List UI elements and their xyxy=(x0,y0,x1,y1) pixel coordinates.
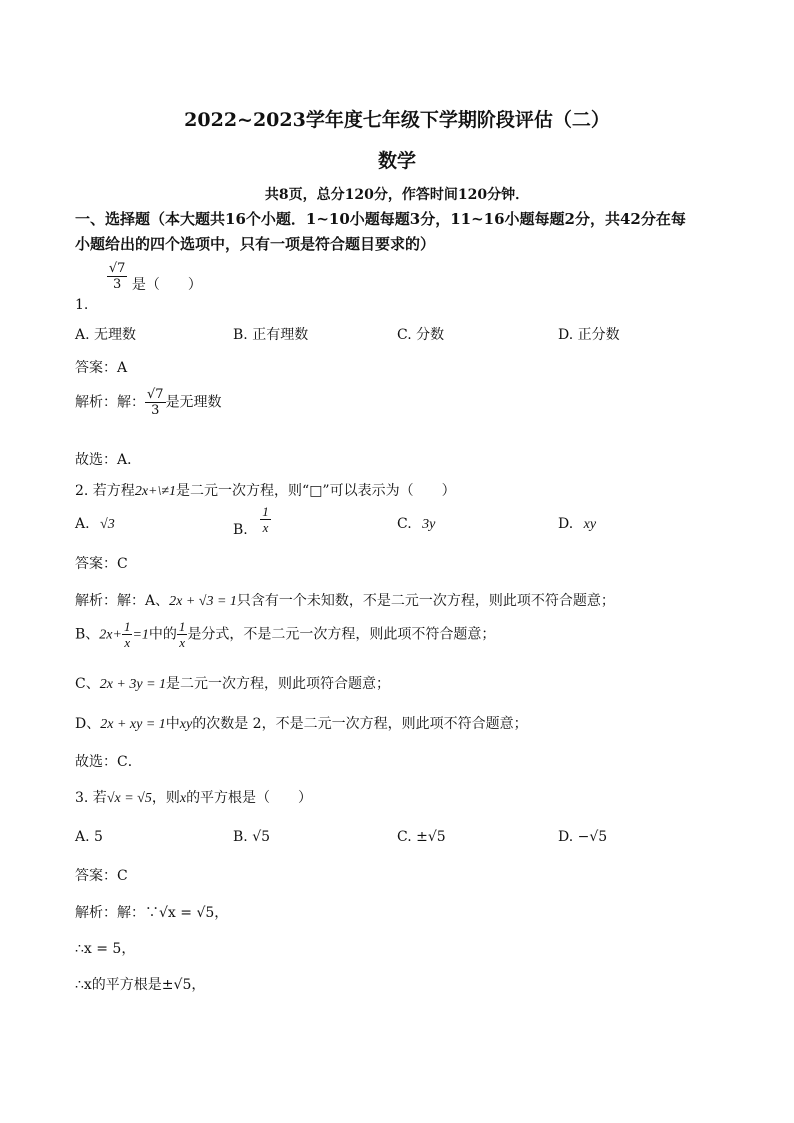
q2-opt-a-value: √3 xyxy=(100,517,115,532)
q1-analysis-frac-den: 3 xyxy=(151,403,160,418)
q2-l2-frac2-num: 1 xyxy=(178,619,186,634)
q1-answer: 答案：A xyxy=(75,360,128,376)
section-heading-line2: 小题给出的四个选项中，只有一项是符合题目要求的） xyxy=(75,235,436,253)
q1-frac-num: √7 xyxy=(108,261,126,276)
q2-analysis-line4 xyxy=(75,713,528,733)
q2-opt-c-value: 3y xyxy=(422,517,436,532)
q1-option-a: A. 无理数 xyxy=(75,327,137,343)
q2-answer: 答案：C xyxy=(75,556,128,572)
q3-option-d: D. −√5 xyxy=(558,829,608,845)
section-heading-line1: 一、选择题（本大题共16个小题．1~10小题每题3分，11~16小题每题2分，共42分在每 xyxy=(75,210,686,228)
q3-option-b: B. √5 xyxy=(233,829,271,845)
q1-fraction xyxy=(107,262,128,291)
q1-option-b: B. 正有理数 xyxy=(233,327,309,343)
q3-stem-a: 3. 若 xyxy=(75,790,107,806)
q1-analysis xyxy=(75,388,222,417)
q1-frac-den: 3 xyxy=(112,277,122,292)
q2-option-d xyxy=(558,516,596,533)
q1-analysis-frac-num: √7 xyxy=(147,387,164,402)
q1-stem xyxy=(75,261,202,313)
q2-stem-b: 是二元一次方程，则“□”可以表示为（ ） xyxy=(176,483,456,499)
q2-stem xyxy=(75,480,456,500)
q1-number: 1. xyxy=(75,296,89,313)
q3-stem xyxy=(75,787,312,807)
q2-l4-text: 的次数是 2，不是二元一次方程，则此项不符合题意； xyxy=(192,716,528,732)
q2-l4-prefix: D、 xyxy=(75,716,101,732)
q2-l2-frac-num: 1 xyxy=(123,619,131,634)
q2-option-b xyxy=(233,504,271,538)
q2-opt-d-label: D. xyxy=(558,516,574,532)
q1-stem-tail: 是（ ） xyxy=(131,276,202,293)
q3-option-c: C. ±√5 xyxy=(397,829,446,845)
q2-l2-text: 是分式，不是二元一次方程，则此项不符合题意； xyxy=(187,626,496,643)
q2-stem-a: 2. 若方程 xyxy=(75,483,135,499)
q2-l2-frac-den: x xyxy=(124,635,131,650)
q1-conclusion: 故选：A． xyxy=(75,452,142,468)
q3-option-a: A. 5 xyxy=(75,829,103,845)
q1-analysis-fraction xyxy=(145,388,166,417)
q2-opt-b-label: B. xyxy=(233,521,248,538)
q3-analysis-line1: 解析：解：∵√x = √5， xyxy=(75,905,229,921)
q2-opt-a-label: A. xyxy=(75,516,90,532)
q1-analysis-tail: 是无理数 xyxy=(165,394,222,411)
q1-analysis-prefix: 解析：解： xyxy=(75,394,145,411)
q2-analysis-line3 xyxy=(75,673,390,693)
q2-l3-math: 2x + 3y = 1 xyxy=(99,677,167,692)
q2-l4-mid: 中 xyxy=(165,716,180,732)
q2-l2-frac2-den: x xyxy=(179,635,186,650)
q3-stem-b: ，则 xyxy=(151,790,180,806)
q2-opt-b-num: 1 xyxy=(262,504,269,519)
q2-opt-b-den: x xyxy=(262,520,269,535)
q2-l2-mid: 中的 xyxy=(148,626,177,643)
q2-l2-math-a: 2x+ xyxy=(99,627,122,643)
q2-option-a xyxy=(75,516,115,533)
exam-info: 共8页，总分120分，作答时间120分钟． xyxy=(264,187,530,203)
q2-l1-math: 2x + √3 = 1 xyxy=(169,594,237,609)
q3-stem-c: 的平方根是（ ） xyxy=(186,790,313,806)
q2-l4-math: 2x + xy = 1 xyxy=(100,717,166,732)
q2-l3-text: 是二元一次方程，则此项符合题意； xyxy=(166,676,391,692)
page-title: 2022~2023学年度七年级下学期阶段评估（二） xyxy=(184,109,610,131)
q2-analysis-line1 xyxy=(75,590,615,610)
q2-l3-prefix: C、 xyxy=(75,676,100,692)
q2-l4-var: xy xyxy=(179,717,193,732)
q3-answer: 答案：C xyxy=(75,868,128,884)
q3-analysis-line2: ∴x = 5， xyxy=(75,941,136,957)
q2-opt-b-fraction xyxy=(260,505,271,534)
subject-title: 数学 xyxy=(377,150,416,172)
q2-l1-text: 只含有一个未知数，不是二元一次方程，则此项不符合题意； xyxy=(236,593,615,609)
q2-option-c xyxy=(397,516,435,533)
q3-analysis-line3: ∴x的平方根是±√5， xyxy=(75,977,206,993)
q2-opt-c-label: C. xyxy=(397,516,412,532)
q3-stem-math: √x = √5 xyxy=(106,791,152,806)
q1-option-c: C. 分数 xyxy=(397,327,445,343)
q2-l2-fraction-2 xyxy=(177,620,188,649)
q2-l2-fraction xyxy=(122,620,133,649)
q2-analysis-line2 xyxy=(75,620,495,649)
q2-l2-math-b: =1 xyxy=(132,627,149,643)
q2-stem-math: 2x+\≠1 xyxy=(134,484,177,499)
q2-analysis-prefix: 解析：解：A、 xyxy=(75,593,170,609)
q2-conclusion: 故选：C． xyxy=(75,754,142,770)
q3-stem-var: x xyxy=(179,791,187,806)
q2-opt-d-value: xy xyxy=(583,517,597,532)
q2-l2-prefix: B、 xyxy=(75,626,100,643)
q1-option-d: D. 正分数 xyxy=(558,327,620,343)
